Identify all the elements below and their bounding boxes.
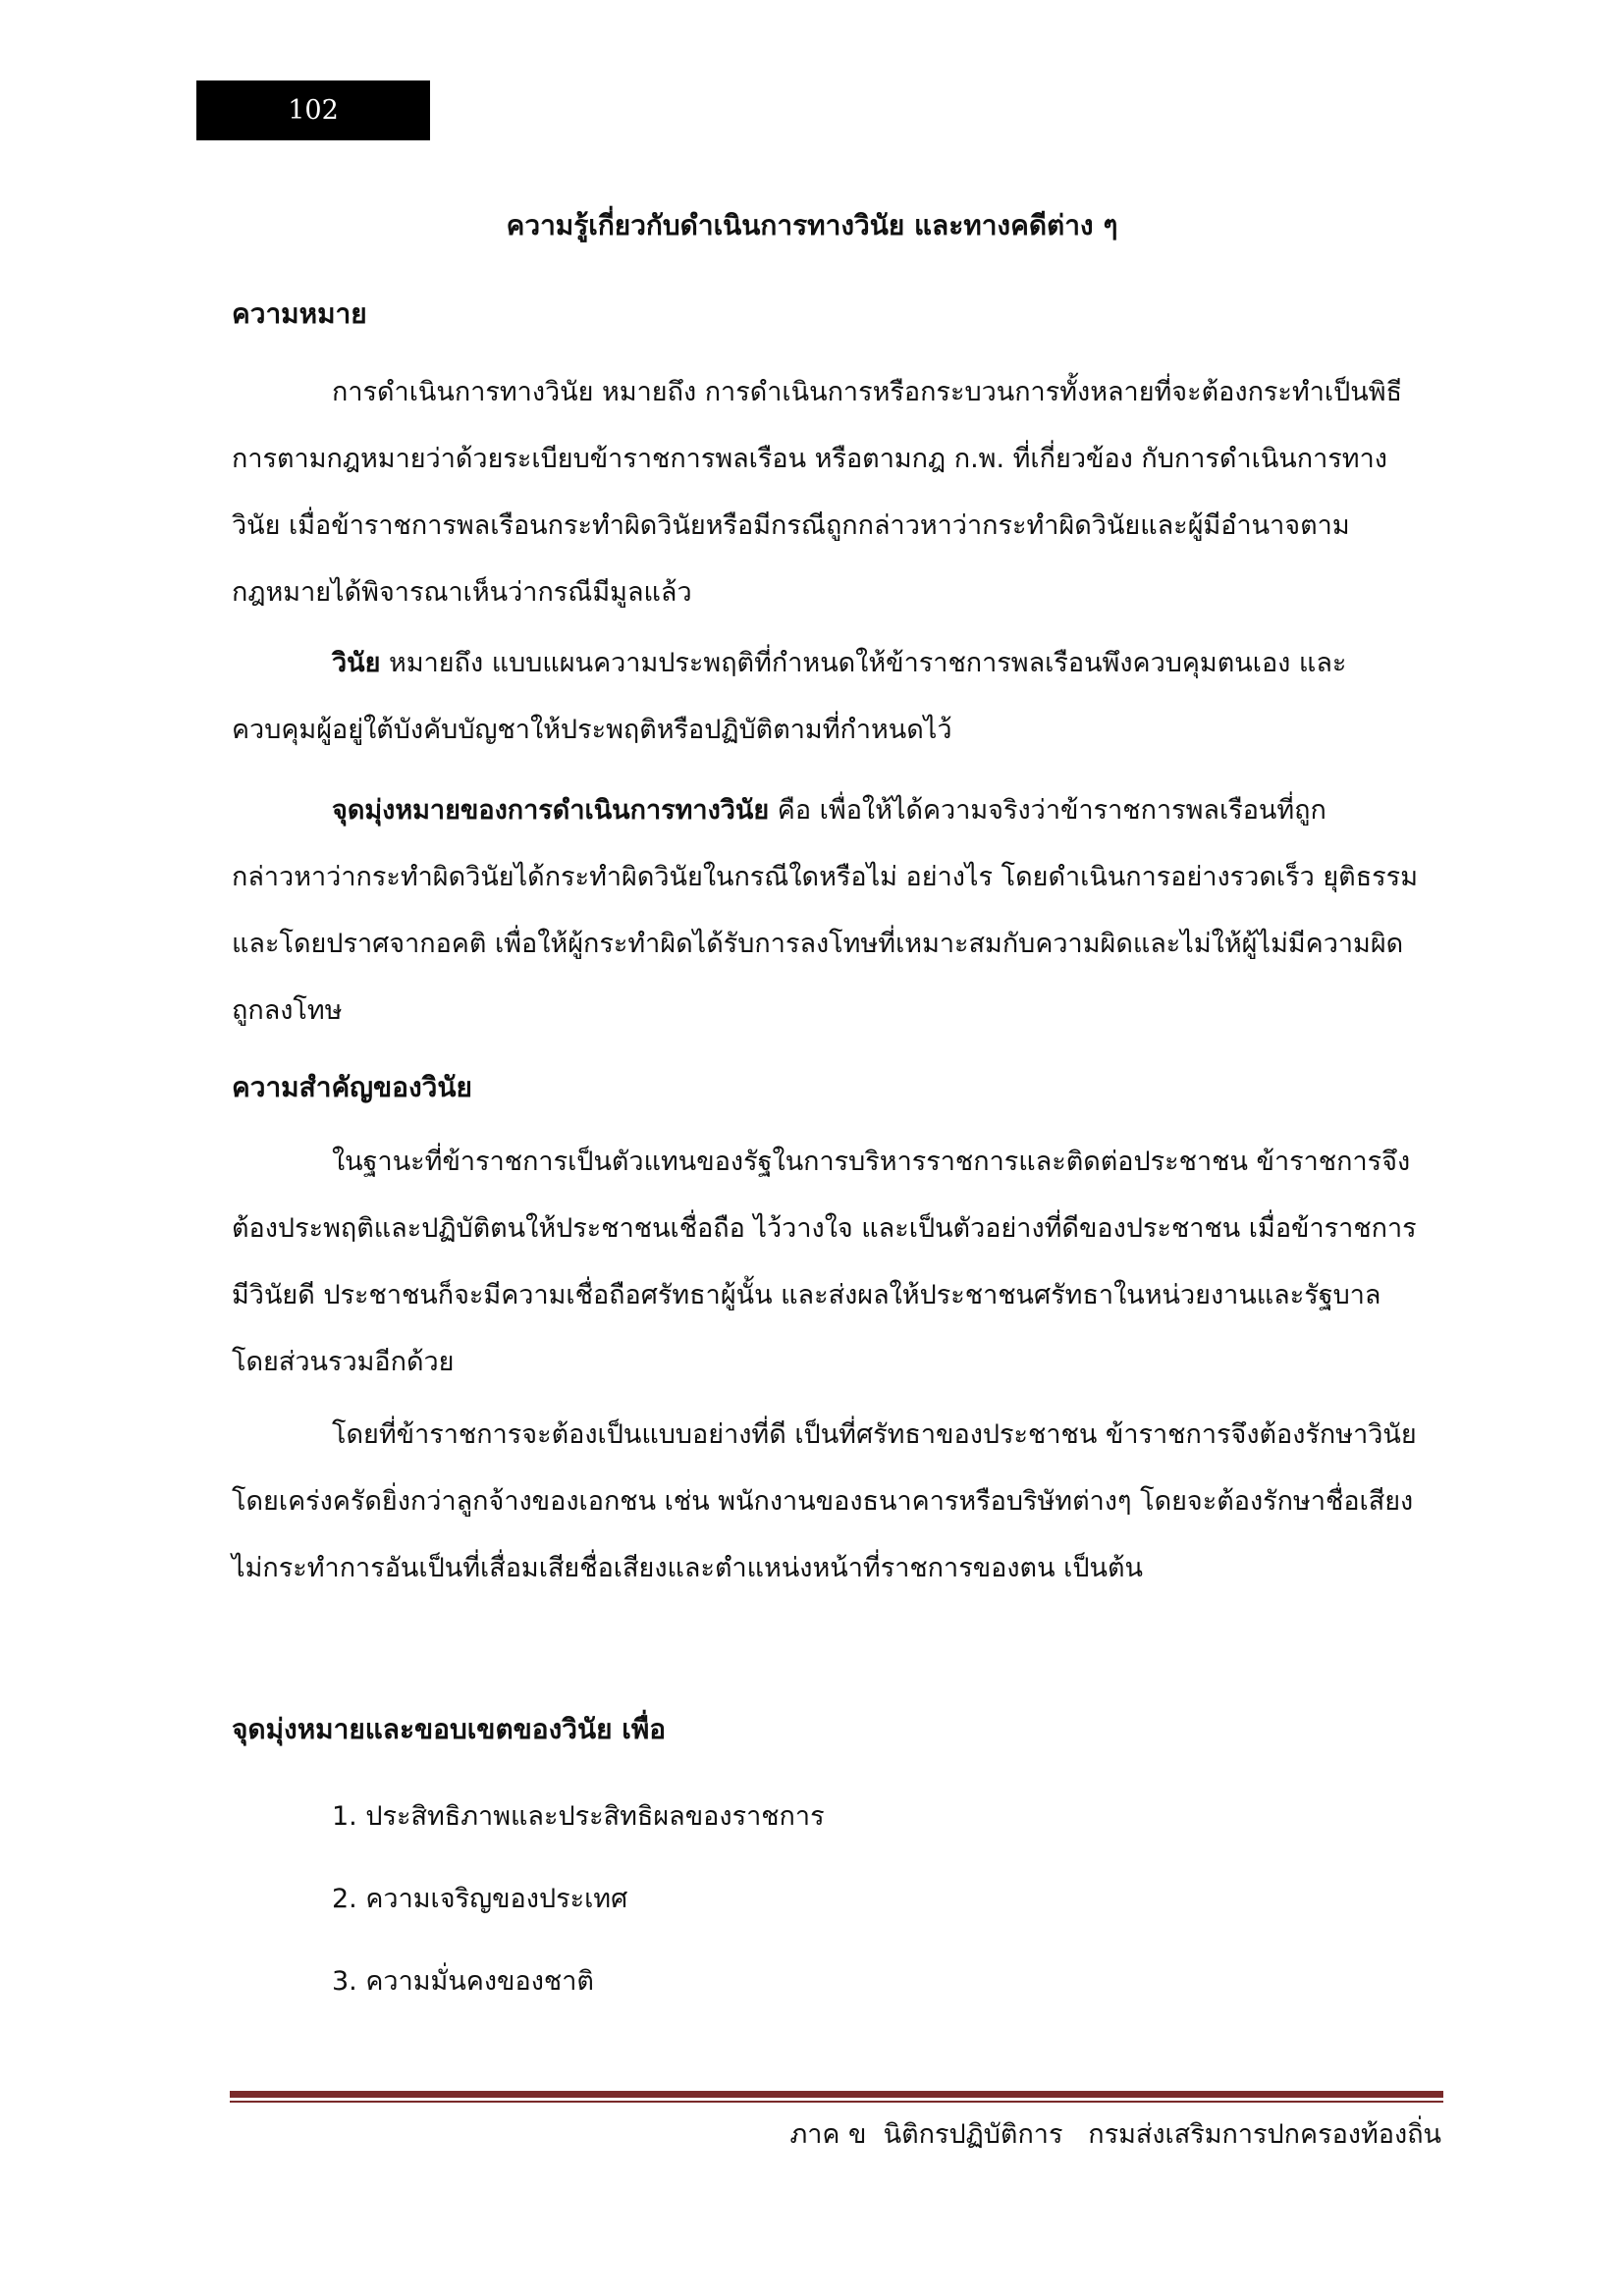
paragraph-line: โดยเคร่งครัดยิ่งกว่าลูกจ้างของเอกชน เช่น พนักงานของธนาคารหรือบริษัทต่างๆ โดยจะต้องรักษาชื่อเสียง <box>232 1486 1414 1517</box>
footer-rule <box>230 2091 1443 2098</box>
paragraph-discipline-definition <box>232 630 1439 764</box>
heading-meaning: ความหมาย <box>232 297 367 330</box>
paragraph-line: ต้องประพฤติและปฏิบัติตนให้ประชาชนเชื่อถือ ไว้วางใจ และเป็นตัวอย่างที่ดีของประชาชน เมื่อข้าราชการ <box>232 1213 1417 1244</box>
heading-purpose-scope: จุดมุ่งหมายและขอบเขตของวินัย เพื่อ <box>232 1713 667 1745</box>
paragraph-line: กล่าวหาว่ากระทำผิดวินัยได้กระทำผิดวินัยในกรณีใดหรือไม่ อย่างไร โดยดำเนินการอย่างรวดเร็ว ยุติธรรม <box>232 862 1418 892</box>
list-item: 1. ประสิทธิภาพและประสิทธิผลของราชการ <box>332 1801 825 1832</box>
document-title: ความรู้เกี่ยวกับดำเนินการทางวินัย และทางคดีต่าง ๆ <box>506 209 1118 241</box>
paragraph-line: โดยส่วนรวมอีกด้วย <box>232 1347 455 1377</box>
paragraph-line: วินัย เมื่อข้าราชการพลเรือนกระทำผิดวินัยหรือมีกรณีถูกกล่าวหาว่ากระทำผิดวินัยและผู้มีอำนาจตาม <box>232 510 1350 541</box>
paragraph-line: มีวินัยดี ประชาชนก็จะมีความเชื่อถือศรัทธาผู้นั้น และส่งผลให้ประชาชนศรัทธาในหน่วยงานและรัฐบาล <box>232 1280 1381 1310</box>
paragraph-line: และโดยปราศจากอคติ เพื่อให้ผู้กระทำผิดได้รับการลงโทษที่เหมาะสมกับความผิดและไม่ให้ผู้ไม่มีความผิด <box>232 929 1404 959</box>
paragraph-line: ในฐานะที่ข้าราชการเป็นตัวแทนของรัฐในการบริหารราชการและติดต่อประชาชน ข้าราชการจึง <box>332 1147 1411 1177</box>
footer-text: ภาค ข นิติกรปฏิบัติการ กรมส่งเสริมการปกครองท้องถิ่น <box>789 2119 1441 2150</box>
footer-rule-thin <box>230 2101 1443 2103</box>
paragraph-line <box>232 777 1439 844</box>
paragraph-role-model <box>232 1402 1439 1602</box>
paragraph-line-text: หมายถึง แบบแผนความประพฤติที่กำหนดให้ข้าราชการพลเรือนพึงควบคุมตนเอง และ <box>380 648 1347 678</box>
paragraph-line-text: คือ เพื่อให้ได้ความจริงว่าข้าราชการพลเรือนที่ถูก <box>769 795 1326 826</box>
paragraph-line: การตามกฎหมายว่าด้วยระเบียบข้าราชการพลเรือน หรือตามกฎ ก.พ. ที่เกี่ยวข้อง กับการดำเนินการทาง <box>232 444 1387 474</box>
paragraph-line: ถูกลงโทษ <box>232 995 343 1026</box>
paragraph-line: ไม่กระทำการอันเป็นที่เสื่อมเสียชื่อเสียงและตำแหน่งหน้าที่ราชการของตน เป็นต้น <box>232 1553 1143 1583</box>
paragraph-line: กฎหมายได้พิจารณาเห็นว่ากรณีมีมูลแล้ว <box>232 577 692 608</box>
page-number: 102 <box>288 95 339 126</box>
list-item: 3. ความมั่นคงของชาติ <box>332 1966 594 1997</box>
paragraph-line <box>232 630 1439 697</box>
term-purpose: จุดมุ่งหมายของการดำเนินการทางวินัย <box>332 795 770 826</box>
paragraph-purpose <box>232 777 1439 1044</box>
heading-importance: ความสำคัญของวินัย <box>232 1071 472 1103</box>
term-discipline: วินัย <box>332 648 381 678</box>
paragraph-line: ควบคุมผู้อยู่ใต้บังคับบัญชาให้ประพฤติหรือปฏิบัติตามที่กำหนดไว้ <box>232 715 952 745</box>
list-item: 2. ความเจริญของประเทศ <box>332 1884 628 1914</box>
paragraph-line: โดยที่ข้าราชการจะต้องเป็นแบบอย่างที่ดี เป็นที่ศรัทธาของประชาชน ข้าราชการจึงต้องรักษาวินัย <box>332 1419 1417 1450</box>
page-number-box <box>196 80 430 140</box>
paragraph-line: การดำเนินการทางวินัย หมายถึง การดำเนินการหรือกระบวนการทั้งหลายที่จะต้องกระทำเป็นพิธี <box>332 377 1402 407</box>
paragraph-disciplinary-action <box>232 359 1439 626</box>
paragraph-importance <box>232 1129 1439 1396</box>
